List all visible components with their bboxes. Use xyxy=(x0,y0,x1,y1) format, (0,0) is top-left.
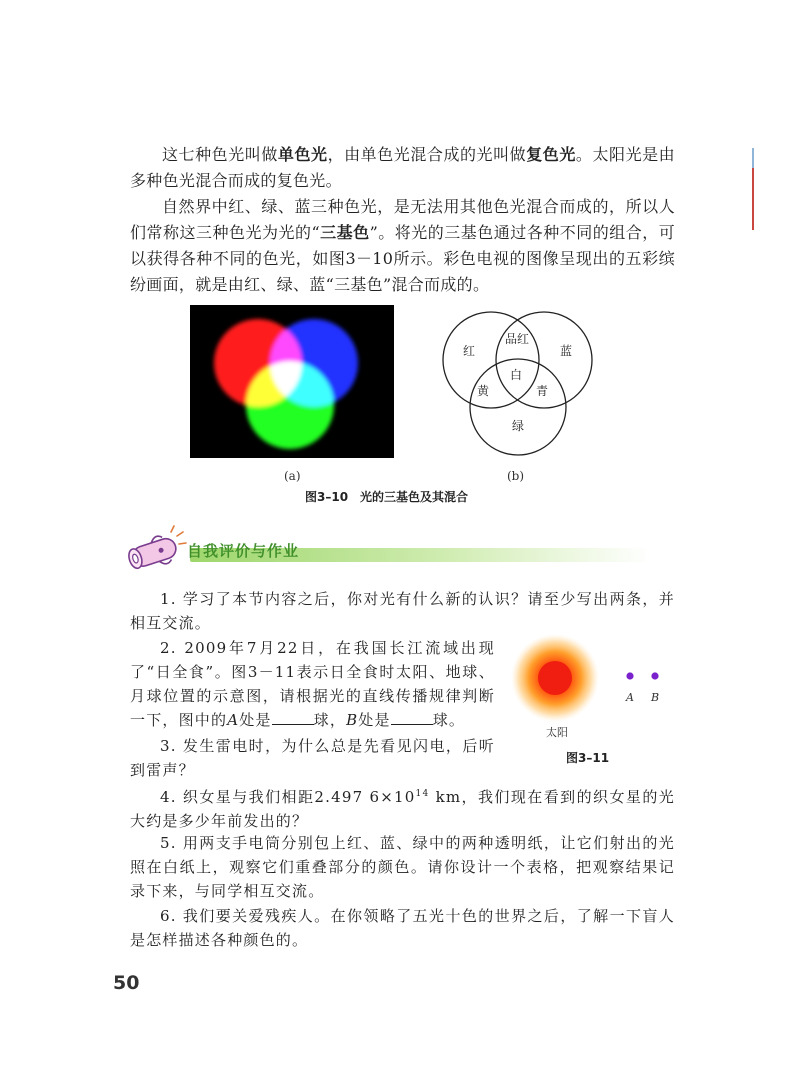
sun-label: 太阳 xyxy=(546,726,568,739)
term-single-color-light: 单色光 xyxy=(277,145,328,164)
venn-label-blue: 蓝 xyxy=(560,344,573,358)
answer-blank-a xyxy=(272,710,314,725)
rgb-mixing-photo xyxy=(190,305,394,458)
question-6: 6. 我们要关爱残疾人。在你领略了五光十色的世界之后，了解一下盲人是怎样描述各种颜色的。 xyxy=(130,907,675,949)
point-a-label: A xyxy=(626,691,634,704)
question-5: 5. 用两支手电筒分别包上红、蓝、绿中的两种透明纸，让它们射出的光照在白纸上，观察它们重叠部分的颜色。请你设计一个表格，把观察结果记录下来，与同学相互交流。 xyxy=(130,834,675,900)
color-venn-diagram xyxy=(436,303,596,463)
venn-label-cyan: 青 xyxy=(536,384,549,398)
section-title: 自我评价与作业 xyxy=(187,542,300,560)
figure-3-10-caption: 图3–10 光的三基色及其混合 xyxy=(305,490,469,504)
question-1: 1. 学习了本节内容之后，你对光有什么新的认识？请至少写出两条，并相互交流。 xyxy=(130,590,675,632)
venn-label-magenta: 品红 xyxy=(505,332,530,346)
rgb-circles xyxy=(190,305,394,458)
venn-label-red: 红 xyxy=(463,344,476,358)
figure-label-b: (b) xyxy=(507,469,525,483)
venn-label-green: 绿 xyxy=(512,419,525,433)
eclipse-diagram xyxy=(510,620,690,770)
paragraph-1: 这七种色光叫做单色光，由单色光混合成的光叫做复色光。太阳光是由多种色光混合而成的复色光。 xyxy=(130,145,675,190)
point-b-label: B xyxy=(651,691,660,704)
figure-label-a: (a) xyxy=(284,469,301,483)
point-b-dot xyxy=(651,672,658,679)
figure-3-11-caption: 图3–11 xyxy=(566,751,610,765)
scroll-icon xyxy=(121,524,191,580)
term-three-primary-colors: 三基色 xyxy=(319,223,370,242)
question-3: 3. 发生雷电时，为什么总是先看见闪电，后听到雷声？ xyxy=(130,737,495,779)
venn-label-white: 白 xyxy=(510,368,523,382)
page-number: 50 xyxy=(113,972,140,994)
venn-label-yellow: 黄 xyxy=(477,384,490,398)
answer-blank-b xyxy=(391,710,433,725)
question-2: 2. 2009年7月22日，在我国长江流域出现了“日全食”。图3－11表示日全食时太阳、地球、月球位置的示意图，请根据光的直线传播规律判断一下，图中的A处是 球，B处是 球。 xyxy=(130,639,495,729)
paragraph-2: 自然界中红、绿、蓝三种色光，是无法用其他色光混合而成的，所以人们常称这三种色光为光的“三基色”。将光的三基色通过各种不同的组合，可以获得各种不同的色光，如图3－10所示。彩色电视的图像呈现出的五彩缤纷画面，就是由红、绿、蓝“三基色”混合而成的。 xyxy=(130,197,675,294)
point-a-dot xyxy=(626,672,633,679)
sun-icon xyxy=(538,661,572,695)
margin-rule xyxy=(752,148,754,230)
term-composite-light: 复色光 xyxy=(526,145,576,164)
question-4: 4. 织女星与我们相距2.497 $6\times 10^{14}$ km，我们现在看到的织女星的光大约是多少年前发出的？ xyxy=(130,788,675,830)
